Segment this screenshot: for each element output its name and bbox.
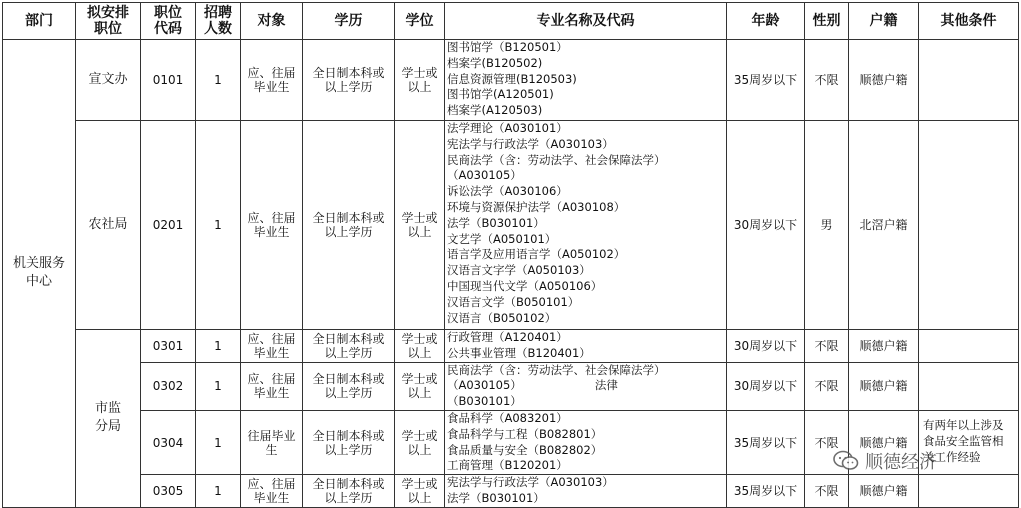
hukou-cell: 顺德户籍: [849, 410, 919, 474]
table-row: [3, 121, 1019, 330]
major-cell: [445, 475, 727, 508]
degree-cell: 学士或以上: [395, 410, 445, 474]
major-item: 语言学及应用语言学（A050102）: [447, 247, 626, 262]
header-other: 其他条件: [919, 3, 1019, 40]
major-item: 档案学(B120502): [447, 55, 543, 70]
other-cell: [919, 475, 1019, 508]
header-gender: 性别: [805, 3, 849, 40]
major-item: 食品质量与安全（B082802）: [447, 442, 603, 457]
header-row: [3, 3, 1019, 40]
code-cell: 0101: [141, 40, 196, 121]
major-item: 环境与资源保护法学（A030108）: [447, 199, 626, 214]
code-cell: 0302: [141, 362, 196, 410]
target-cell: 应、往届毕业生: [241, 362, 303, 410]
header-code: 职位代码: [141, 3, 196, 40]
table-row: [3, 410, 1019, 474]
major-item: 图书馆学（B120501）: [447, 40, 568, 54]
major-item: 信息资源管理(B120503): [447, 71, 577, 86]
education-cell: 全日制本科或以上学历: [303, 475, 395, 508]
recruitment-table: [2, 2, 1019, 508]
major-item: 汉语言文学（B050101）: [447, 294, 580, 309]
hukou-cell: 顺德户籍: [849, 475, 919, 508]
gender-cell: 不限: [805, 330, 849, 363]
age-cell: 35周岁以下: [727, 410, 805, 474]
degree-cell: 学士或以上: [395, 40, 445, 121]
major-item: 工商管理（B120201）: [447, 458, 568, 473]
major-cell: [445, 362, 727, 410]
major-item: 文艺学（A050101）: [447, 231, 557, 246]
major-item: 民商法学（含：劳动法学、社会保障法学）: [447, 362, 666, 377]
other-cell: [919, 330, 1019, 363]
education-cell: 全日制本科或以上学历: [303, 362, 395, 410]
major-cell: [445, 410, 727, 474]
major-item: 行政管理（A120401）: [447, 330, 568, 344]
other-cell: [919, 362, 1019, 410]
major-item: 汉语言文字学（A050103）: [447, 263, 591, 278]
major-item: 中国现当代文学（A050106）: [447, 278, 603, 293]
target-cell: 往届毕业生: [241, 410, 303, 474]
position-cell: 宣文办: [76, 40, 141, 121]
position-cell: 市监分局: [76, 330, 141, 508]
major-item: 食品科学与工程（B082801）: [447, 426, 603, 441]
other-cell: 有两年以上涉及食品安全监管相关工作经验: [919, 410, 1019, 474]
header-education: 学历: [303, 3, 395, 40]
major-cell: [445, 330, 727, 363]
major-item: 宪法学与行政法学（A030103）: [447, 136, 614, 151]
header-age: 年龄: [727, 3, 805, 40]
table-row: [3, 362, 1019, 410]
education-cell: 全日制本科或以上学历: [303, 410, 395, 474]
age-cell: 35周岁以下: [727, 475, 805, 508]
count-cell: 1: [196, 40, 241, 121]
degree-cell: 学士或以上: [395, 121, 445, 330]
target-cell: 应、往届毕业生: [241, 475, 303, 508]
degree-cell: 学士或以上: [395, 362, 445, 410]
watermark-text: 顺德经济: [865, 452, 937, 473]
age-cell: 35周岁以下: [727, 40, 805, 121]
table-row: [3, 40, 1019, 121]
hukou-cell: 顺德户籍: [849, 40, 919, 121]
major-item: 图书馆学(A120501): [447, 87, 554, 102]
major-item: 法学（B030101）: [447, 215, 545, 230]
education-cell: 全日制本科或以上学历: [303, 121, 395, 330]
major-item: （A030105） 法律: [447, 378, 618, 393]
code-cell: 0305: [141, 475, 196, 508]
gender-cell: 不限: [805, 475, 849, 508]
code-cell: 0304: [141, 410, 196, 474]
count-cell: 1: [196, 330, 241, 363]
hukou-cell: 北滘户籍: [849, 121, 919, 330]
major-item: 诉讼法学（A030106）: [447, 184, 568, 199]
header-hukou: 户籍: [849, 3, 919, 40]
other-cell: [919, 121, 1019, 330]
major-item: 宪法学与行政法学（A030103）: [447, 475, 614, 490]
code-cell: 0201: [141, 121, 196, 330]
major-item: （B030101）: [447, 394, 522, 409]
age-cell: 30周岁以下: [727, 121, 805, 330]
major-item: 民商法学（含：劳动法学、社会保障法学）: [447, 152, 666, 167]
gender-cell: 不限: [805, 362, 849, 410]
table-row: [3, 330, 1019, 363]
code-cell: 0301: [141, 330, 196, 363]
major-item: 汉语言（B050102）: [447, 310, 557, 325]
major-item: 法学（B030101）: [447, 490, 545, 505]
header-count: 招聘人数: [196, 3, 241, 40]
target-cell: 应、往届毕业生: [241, 40, 303, 121]
hukou-cell: 顺德户籍: [849, 330, 919, 363]
major-item: 食品科学（A083201）: [447, 410, 568, 425]
count-cell: 1: [196, 121, 241, 330]
major-item: 公共事业管理（B120401）: [447, 345, 591, 360]
table-row: [3, 475, 1019, 508]
age-cell: 30周岁以下: [727, 330, 805, 363]
count-cell: 1: [196, 410, 241, 474]
header-degree: 学位: [395, 3, 445, 40]
major-cell: [445, 40, 727, 121]
major-item: 法学理论（A030101）: [447, 121, 568, 135]
gender-cell: 男: [805, 121, 849, 330]
other-cell: [919, 40, 1019, 121]
gender-cell: 不限: [805, 40, 849, 121]
age-cell: 30周岁以下: [727, 362, 805, 410]
education-cell: 全日制本科或以上学历: [303, 40, 395, 121]
header-major: 专业名称及代码: [445, 3, 727, 40]
header-dept: 部门: [3, 3, 76, 40]
target-cell: 应、往届毕业生: [241, 121, 303, 330]
count-cell: 1: [196, 362, 241, 410]
degree-cell: 学士或以上: [395, 475, 445, 508]
major-item: （A030105）: [447, 168, 522, 183]
education-cell: 全日制本科或以上学历: [303, 330, 395, 363]
header-target: 对象: [241, 3, 303, 40]
major-cell: [445, 121, 727, 330]
header-position: 拟安排职位: [76, 3, 141, 40]
major-item: 档案学(A120503): [447, 103, 543, 118]
hukou-cell: 顺德户籍: [849, 362, 919, 410]
gender-cell: 不限: [805, 410, 849, 474]
target-cell: 应、往届毕业生: [241, 330, 303, 363]
position-cell: 农社局: [76, 121, 141, 330]
count-cell: 1: [196, 475, 241, 508]
degree-cell: 学士或以上: [395, 330, 445, 363]
dept-cell: 机关服务中心: [3, 40, 76, 508]
